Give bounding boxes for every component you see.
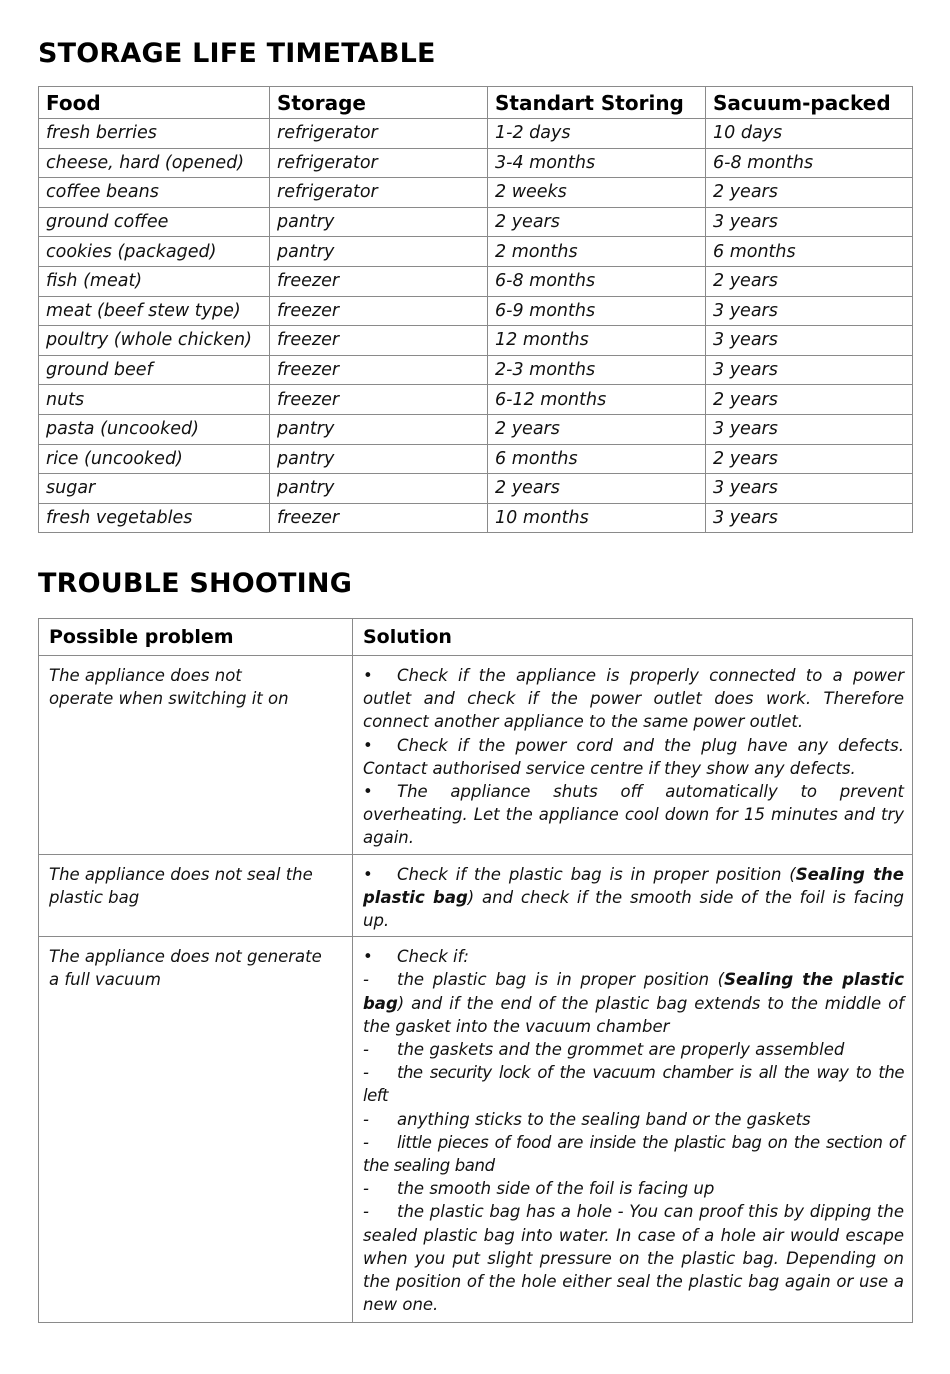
solution-line xyxy=(363,945,904,968)
standard-storing-cell: 6-8 months xyxy=(488,266,706,296)
table-row xyxy=(39,355,913,385)
solution-line xyxy=(363,780,904,850)
food-cell: coffee beans xyxy=(39,178,270,208)
storage-cell: pantry xyxy=(270,237,488,267)
vacuum-packed-cell: 6-8 months xyxy=(706,148,913,178)
vacuum-packed-cell: 3 years xyxy=(706,355,913,385)
header-standard-storing: Standart Storing xyxy=(488,87,706,119)
table-row xyxy=(39,296,913,326)
dash: - xyxy=(363,1040,369,1060)
header-possible-problem: Possible problem xyxy=(39,619,353,656)
problem-text: The appliance does not seal the xyxy=(49,864,313,884)
solution-line xyxy=(363,1177,904,1200)
solution-text: ) and check if the smooth side of the foil is facing up. xyxy=(363,887,904,931)
storage-cell: refrigerator xyxy=(270,178,488,208)
table-row xyxy=(39,854,913,937)
storage-cell: freezer xyxy=(270,326,488,356)
food-cell: rice (uncooked) xyxy=(39,444,270,474)
solution-text: The appliance shuts off automatically to prevent overheating. Let the appliance cool down for 15 minutes and try again. xyxy=(363,782,904,848)
solution-text: Check if: xyxy=(397,947,469,967)
food-cell: nuts xyxy=(39,385,270,415)
bullet: • xyxy=(363,735,373,755)
solution-line xyxy=(363,1200,904,1316)
standard-storing-cell: 1-2 days xyxy=(488,119,706,149)
solution-cell xyxy=(353,656,913,855)
table-row xyxy=(39,474,913,504)
standard-storing-cell: 6-12 months xyxy=(488,385,706,415)
vacuum-packed-cell: 6 months xyxy=(706,237,913,267)
solution-text: the smooth side of the foil is facing up xyxy=(397,1179,715,1199)
solution-cell xyxy=(353,937,913,1323)
table-row xyxy=(39,937,913,1323)
standard-storing-cell: 6-9 months xyxy=(488,296,706,326)
table-row xyxy=(39,237,913,267)
food-cell: meat (beef stew type) xyxy=(39,296,270,326)
dash: - xyxy=(363,1179,369,1199)
storage-cell: freezer xyxy=(270,266,488,296)
storage-cell: refrigerator xyxy=(270,148,488,178)
food-cell: fresh vegetables xyxy=(39,503,270,533)
problem-cell xyxy=(39,854,353,937)
solution-text: anything sticks to the sealing band or the gaskets xyxy=(397,1109,811,1129)
solution-text: Check if the power cord and the plug have any defects. Contact authorised service centre if they show any defects. xyxy=(363,735,904,778)
vacuum-packed-cell: 3 years xyxy=(706,207,913,237)
problem-text: The appliance does not xyxy=(49,666,242,685)
vacuum-packed-cell: 2 years xyxy=(706,178,913,208)
solution-text: little pieces of food are inside the plastic bag on the section of the sealing band xyxy=(363,1132,904,1176)
standard-storing-cell: 2 years xyxy=(488,207,706,237)
problem-text: a full vacuum xyxy=(49,970,161,990)
solution-line xyxy=(363,734,904,780)
solution-line xyxy=(363,1038,904,1061)
table-row xyxy=(39,414,913,444)
food-cell: pasta (uncooked) xyxy=(39,414,270,444)
vacuum-packed-cell: 2 years xyxy=(706,385,913,415)
storage-life-table xyxy=(38,86,913,533)
food-cell: cheese, hard (opened) xyxy=(39,148,270,178)
standard-storing-cell: 2 years xyxy=(488,474,706,504)
food-cell: ground beef xyxy=(39,355,270,385)
vacuum-packed-cell: 3 years xyxy=(706,503,913,533)
standard-storing-cell: 2 years xyxy=(488,414,706,444)
food-cell: poultry (whole chicken) xyxy=(39,326,270,356)
vacuum-packed-cell: 3 years xyxy=(706,414,913,444)
dash: - xyxy=(363,1063,369,1083)
table-row xyxy=(39,148,913,178)
table-row xyxy=(39,656,913,855)
bullet: • xyxy=(363,782,373,802)
storage-cell: freezer xyxy=(270,385,488,415)
problem-text: operate when switching it on xyxy=(49,689,289,709)
table-row xyxy=(39,207,913,237)
problem-cell xyxy=(39,656,353,855)
solution-text: the gaskets and the grommet are properly assembled xyxy=(397,1040,845,1060)
header-vacuum-packed: Sacuum-packed xyxy=(706,87,913,119)
solution-line xyxy=(363,664,904,734)
table-row xyxy=(39,178,913,208)
bullet: • xyxy=(363,947,373,967)
vacuum-packed-cell: 2 years xyxy=(706,444,913,474)
bullet: • xyxy=(363,666,373,685)
table-row xyxy=(39,503,913,533)
trouble-section-title: TROUBLE SHOOTING xyxy=(38,568,353,599)
standard-storing-cell: 2 weeks xyxy=(488,178,706,208)
problem-text: The appliance does not generate xyxy=(49,947,322,967)
standard-storing-cell: 10 months xyxy=(488,503,706,533)
table-row xyxy=(39,385,913,415)
storage-cell: pantry xyxy=(270,444,488,474)
standard-storing-cell: 3-4 months xyxy=(488,148,706,178)
vacuum-packed-cell: 3 years xyxy=(706,326,913,356)
table-header-row xyxy=(39,619,913,656)
standard-storing-cell: 2 months xyxy=(488,237,706,267)
header-food: Food xyxy=(39,87,270,119)
problem-text: plastic bag xyxy=(49,887,140,907)
storage-cell: pantry xyxy=(270,207,488,237)
solution-cell xyxy=(353,854,913,937)
section-reference: Sealing the plastic bag xyxy=(363,864,904,907)
solution-line xyxy=(363,1061,904,1107)
storage-cell: pantry xyxy=(270,474,488,504)
solution-line xyxy=(363,1108,904,1131)
troubleshooting-table xyxy=(38,618,913,1323)
table-header-row xyxy=(39,87,913,119)
vacuum-packed-cell: 3 years xyxy=(706,474,913,504)
solution-text: the plastic bag has a hole - You can proof this by dipping the sealed plastic bag into water. In case of a hole air would escape when you put slight pressure on the plastic bag. Depending on the position of the hole either seal the plastic bag again or use a new one. xyxy=(363,1202,904,1315)
table-row xyxy=(39,266,913,296)
storage-cell: freezer xyxy=(270,355,488,385)
solution-text: the plastic bag is in proper position ( xyxy=(397,970,725,990)
vacuum-packed-cell: 2 years xyxy=(706,266,913,296)
table-row xyxy=(39,326,913,356)
storage-section-title: STORAGE LIFE TIMETABLE xyxy=(38,38,436,69)
solution-line xyxy=(363,968,904,1038)
dash: - xyxy=(363,970,369,990)
bullet: • xyxy=(363,864,373,884)
storage-cell: refrigerator xyxy=(270,119,488,149)
solution-line xyxy=(363,1131,904,1177)
food-cell: cookies (packaged) xyxy=(39,237,270,267)
vacuum-packed-cell: 3 years xyxy=(706,296,913,326)
vacuum-packed-cell: 10 days xyxy=(706,119,913,149)
solution-text: ) and if the end of the plastic bag extends to the middle of the gasket into the vacuum chamber xyxy=(363,993,904,1036)
dash: - xyxy=(363,1202,369,1222)
food-cell: fish (meat) xyxy=(39,266,270,296)
standard-storing-cell: 12 months xyxy=(488,326,706,356)
food-cell: ground coffee xyxy=(39,207,270,237)
header-storage: Storage xyxy=(270,87,488,119)
storage-cell: freezer xyxy=(270,296,488,326)
section-reference: Sealing the plastic bag xyxy=(363,970,904,1013)
standard-storing-cell: 2-3 months xyxy=(488,355,706,385)
dash: - xyxy=(363,1109,369,1129)
storage-cell: freezer xyxy=(270,503,488,533)
standard-storing-cell: 6 months xyxy=(488,444,706,474)
storage-cell: pantry xyxy=(270,414,488,444)
problem-cell xyxy=(39,937,353,1323)
table-row xyxy=(39,119,913,149)
header-solution: Solution xyxy=(353,619,913,656)
solution-text: the security lock of the vacuum chamber is all the way to the left xyxy=(363,1063,904,1106)
solution-text: Check if the appliance is properly connected to a power outlet and check if the power outlet does work. Therefore connect another appliance to the same power outlet. xyxy=(363,666,904,732)
dash: - xyxy=(363,1132,369,1152)
solution-text: Check if the plastic bag is in proper position ( xyxy=(397,864,796,884)
food-cell: fresh berries xyxy=(39,119,270,149)
food-cell: sugar xyxy=(39,474,270,504)
solution-line xyxy=(363,863,904,933)
table-row xyxy=(39,444,913,474)
